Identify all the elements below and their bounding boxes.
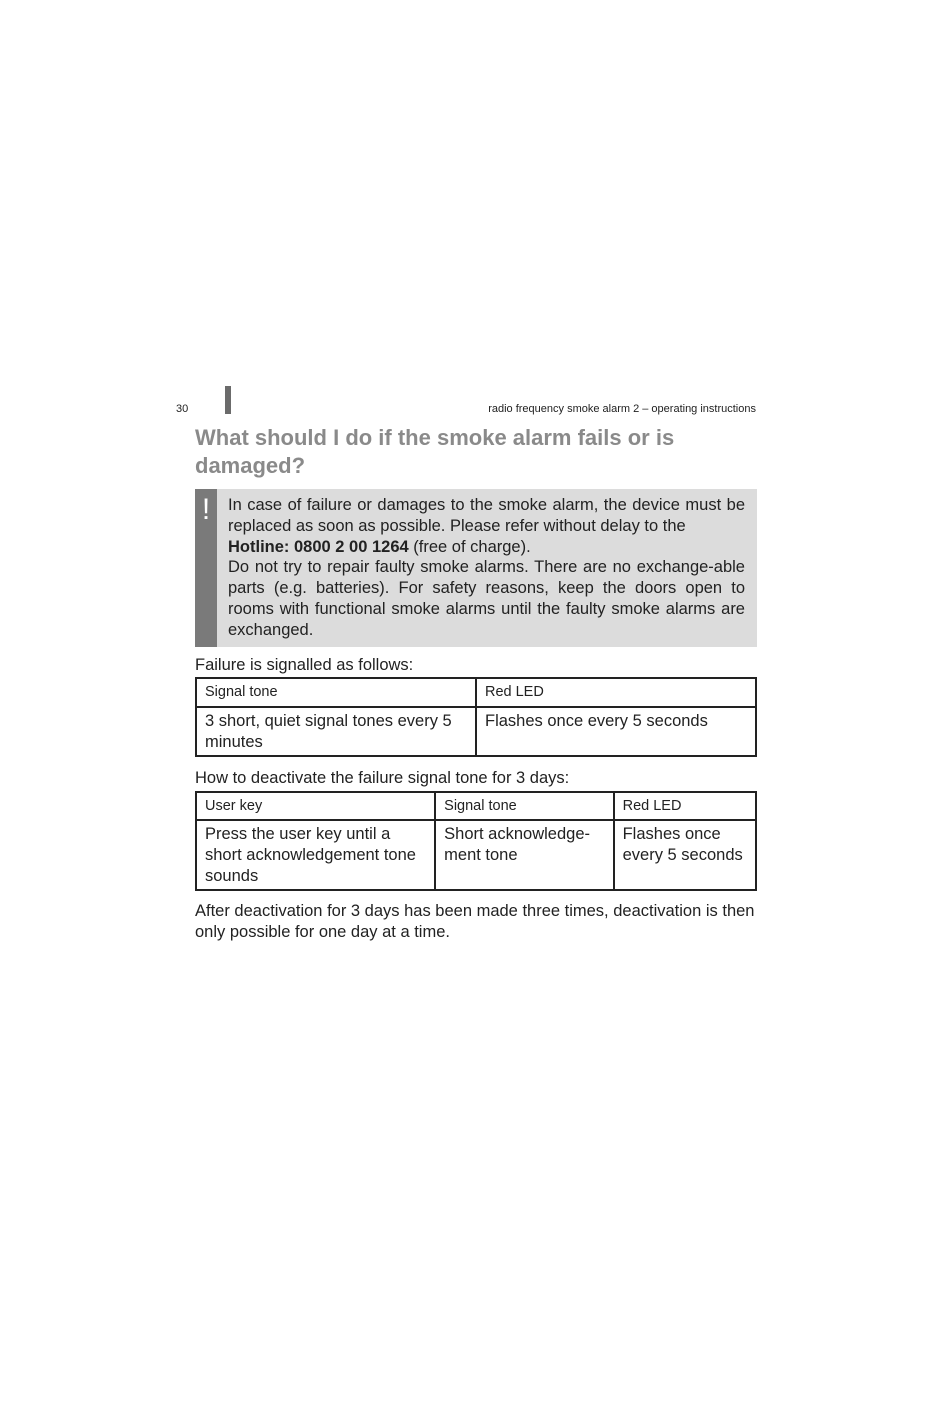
main-content	[195, 424, 757, 942]
table-header-cell: Signal tone	[196, 678, 476, 707]
table-cell: Flashes once every 5 seconds	[614, 820, 756, 889]
title-line-1: What should I do if the smoke alarm fails or is	[195, 425, 675, 450]
exclamation-icon: !	[201, 493, 211, 526]
table-header-cell: Signal tone	[435, 792, 613, 821]
table-cell: 3 short, quiet signal tones every 5 minutes	[196, 707, 476, 756]
table-row	[196, 820, 756, 889]
notice-text	[228, 495, 745, 641]
section-marker-bar	[225, 386, 231, 414]
hotline-label: Hotline: 0800 2 00 1264	[228, 537, 409, 556]
warning-notice	[195, 489, 757, 647]
notice-text-1: In case of failure or damages to the smoke alarm, the device must be replaced as soon as possible. Please refer without delay to the	[228, 496, 745, 535]
deactivate-intro: How to deactivate the failure signal tone for 3 days:	[195, 768, 570, 787]
table-cell: Press the user key until a short acknowledgement tone sounds	[196, 820, 435, 889]
table-header-cell: Red LED	[476, 678, 756, 707]
failure-signal-table	[195, 677, 757, 756]
running-header: radio frequency smoke alarm 2 – operating instructions	[488, 403, 756, 415]
table-header-row	[196, 678, 756, 707]
page-title	[195, 424, 757, 480]
table-cell: Flashes once every 5 seconds	[476, 707, 756, 756]
closing-paragraph: After deactivation for 3 days has been made three times, deactivation is then only possible for one day at a time.	[195, 901, 755, 941]
notice-text-2: (free of charge).	[413, 537, 531, 556]
deactivate-signal-table	[195, 791, 757, 891]
failure-intro: Failure is signalled as follows:	[195, 655, 414, 674]
title-line-2: damaged?	[195, 453, 306, 478]
table-header-cell: Red LED	[614, 792, 756, 821]
notice-text-3: Do not try to repair faulty smoke alarms. There are no exchange-able parts (e.g. batteries). For safety reasons, keep the doors open to rooms with functional smoke alarms until the faulty smoke alarms are exchanged.	[228, 558, 745, 639]
page-number: 30	[176, 403, 189, 415]
table-row	[196, 707, 756, 756]
table-cell: Short acknowledge-ment tone	[435, 820, 613, 889]
table-header-cell: User key	[196, 792, 435, 821]
table-header-row	[196, 792, 756, 821]
